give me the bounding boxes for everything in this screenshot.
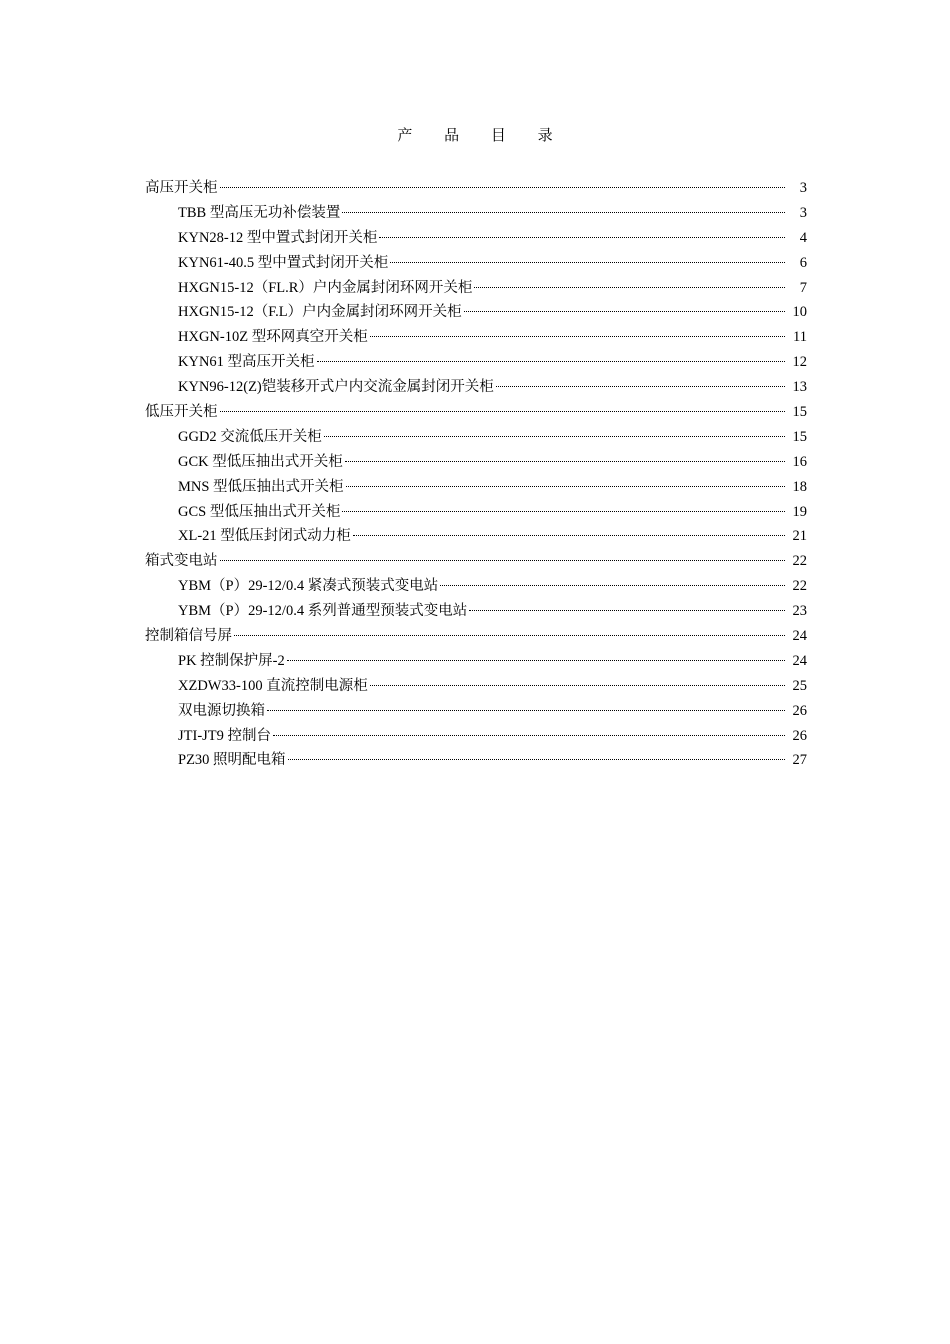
toc-entry-label: PK 控制保护屏-2 — [178, 652, 285, 669]
toc-entry-label: TBB 型高压无功补偿装置 — [178, 204, 341, 221]
toc-entry-label: GCK 型低压抽出式开关柜 — [178, 453, 343, 470]
dot-leader — [370, 336, 785, 337]
dot-leader — [267, 710, 785, 711]
toc-entry-label: KYN61 型高压开关柜 — [178, 354, 315, 371]
toc-entry-label: XL-21 型低压封闭式动力柜 — [178, 528, 351, 545]
toc-entry-label: KYN61-40.5 型中置式封闭开关柜 — [178, 254, 389, 271]
dot-leader — [288, 759, 785, 760]
toc-entry-label: YBM（P）29-12/0.4 紧凑式预装式变电站 — [178, 578, 439, 595]
toc-subentry[interactable] — [145, 325, 807, 350]
toc-subentry[interactable] — [145, 251, 807, 276]
toc-page-number: 26 — [792, 727, 807, 744]
toc-subentry[interactable] — [145, 599, 807, 624]
dot-leader — [342, 212, 785, 213]
toc-page-number: 22 — [792, 553, 807, 570]
toc-entry-label: HXGN15-12（F.L）户内金属封闭环网开关柜 — [178, 304, 462, 321]
toc-subentry[interactable] — [145, 300, 807, 325]
dot-leader — [353, 535, 785, 536]
dot-leader — [345, 461, 785, 462]
toc-section[interactable] — [145, 549, 807, 574]
dot-leader — [220, 411, 786, 412]
toc-subentry[interactable] — [145, 674, 807, 699]
dot-leader — [474, 287, 785, 288]
toc-entry-label: PZ30 照明配电箱 — [178, 752, 286, 769]
toc-page-number: 7 — [799, 279, 807, 296]
toc-subentry[interactable] — [145, 475, 807, 500]
dot-leader — [379, 237, 785, 238]
toc-subentry[interactable] — [145, 524, 807, 549]
toc-subentry[interactable] — [145, 724, 807, 749]
toc-page-number: 3 — [799, 180, 807, 196]
dot-leader — [324, 436, 785, 437]
toc-page-number: 25 — [792, 677, 807, 694]
toc-entry-label: 控制箱信号屏 — [145, 628, 232, 645]
dot-leader — [346, 486, 785, 487]
dot-leader — [273, 735, 785, 736]
dot-leader — [287, 660, 785, 661]
toc-page-number: 21 — [792, 528, 807, 545]
toc-entry-label: YBM（P）29-12/0.4 系列普通型预装式变电站 — [178, 603, 468, 620]
dot-leader — [220, 560, 786, 561]
dot-leader — [496, 386, 785, 387]
toc-page-number: 18 — [792, 478, 807, 495]
toc-subentry[interactable] — [145, 226, 807, 251]
toc-page-number: 3 — [799, 204, 807, 221]
toc-subentry[interactable] — [145, 276, 807, 301]
toc-page-number: 24 — [792, 628, 807, 645]
toc-entry-label: KYN96-12(Z)铠装移开式户内交流金属封闭开关柜 — [178, 379, 494, 396]
toc-subentry[interactable] — [145, 201, 807, 226]
dot-leader — [220, 187, 786, 188]
toc-page-number: 11 — [793, 329, 807, 346]
dot-leader — [440, 585, 785, 586]
toc-entry-label: HXGN15-12（FL.R）户内金属封闭环网开关柜 — [178, 279, 473, 296]
toc-subentry[interactable] — [145, 649, 807, 674]
toc-page-number: 4 — [799, 229, 807, 246]
toc-page-number: 24 — [792, 652, 807, 669]
toc-page-number: 6 — [799, 254, 807, 271]
toc-entry-label: GGD2 交流低压开关柜 — [178, 428, 322, 445]
toc-entry-label: HXGN-10Z 型环网真空开关柜 — [178, 329, 368, 346]
dot-leader — [390, 262, 785, 263]
toc-subentry[interactable] — [145, 748, 807, 773]
toc-entry-label: 低压开关柜 — [145, 404, 218, 421]
toc-page-number: 15 — [792, 428, 807, 445]
toc-page-number: 13 — [792, 379, 807, 396]
toc-page-number: 22 — [792, 578, 807, 595]
toc-page-number: 15 — [792, 404, 807, 421]
toc-entry-label: 箱式变电站 — [145, 553, 218, 570]
dot-leader — [469, 610, 785, 611]
toc-entry-label: GCS 型低压抽出式开关柜 — [178, 503, 341, 520]
toc-subentry[interactable] — [145, 574, 807, 599]
toc-page-number: 19 — [792, 503, 807, 520]
dot-leader — [370, 685, 785, 686]
toc-subentry[interactable] — [145, 425, 807, 450]
toc-subentry[interactable] — [145, 350, 807, 375]
toc-subentry[interactable] — [145, 375, 807, 400]
table-of-contents — [145, 176, 807, 773]
toc-entry-label: JTI-JT9 控制台 — [178, 727, 272, 744]
toc-page-number: 23 — [792, 603, 807, 620]
toc-subentry[interactable] — [145, 699, 807, 724]
page-title: 产 品 目 录 — [397, 128, 567, 144]
toc-section[interactable] — [145, 176, 807, 201]
dot-leader — [234, 635, 785, 636]
toc-section[interactable] — [145, 624, 807, 649]
dot-leader — [317, 361, 785, 362]
toc-entry-label: XZDW33-100 直流控制电源柜 — [178, 677, 368, 694]
toc-entry-label: 双电源切换箱 — [178, 702, 265, 719]
dot-leader — [464, 311, 785, 312]
dot-leader — [342, 511, 785, 512]
toc-subentry[interactable] — [145, 500, 807, 525]
toc-entry-label: MNS 型低压抽出式开关柜 — [178, 478, 344, 495]
toc-page-number: 10 — [792, 304, 807, 321]
toc-page-number: 26 — [792, 702, 807, 719]
toc-entry-label: 高压开关柜 — [145, 180, 218, 196]
toc-page-number: 27 — [792, 752, 807, 769]
toc-page-number: 12 — [792, 354, 807, 371]
toc-entry-label: KYN28-12 型中置式封闭开关柜 — [178, 229, 378, 246]
toc-subentry[interactable] — [145, 450, 807, 475]
toc-section[interactable] — [145, 400, 807, 425]
toc-page-number: 16 — [792, 453, 807, 470]
